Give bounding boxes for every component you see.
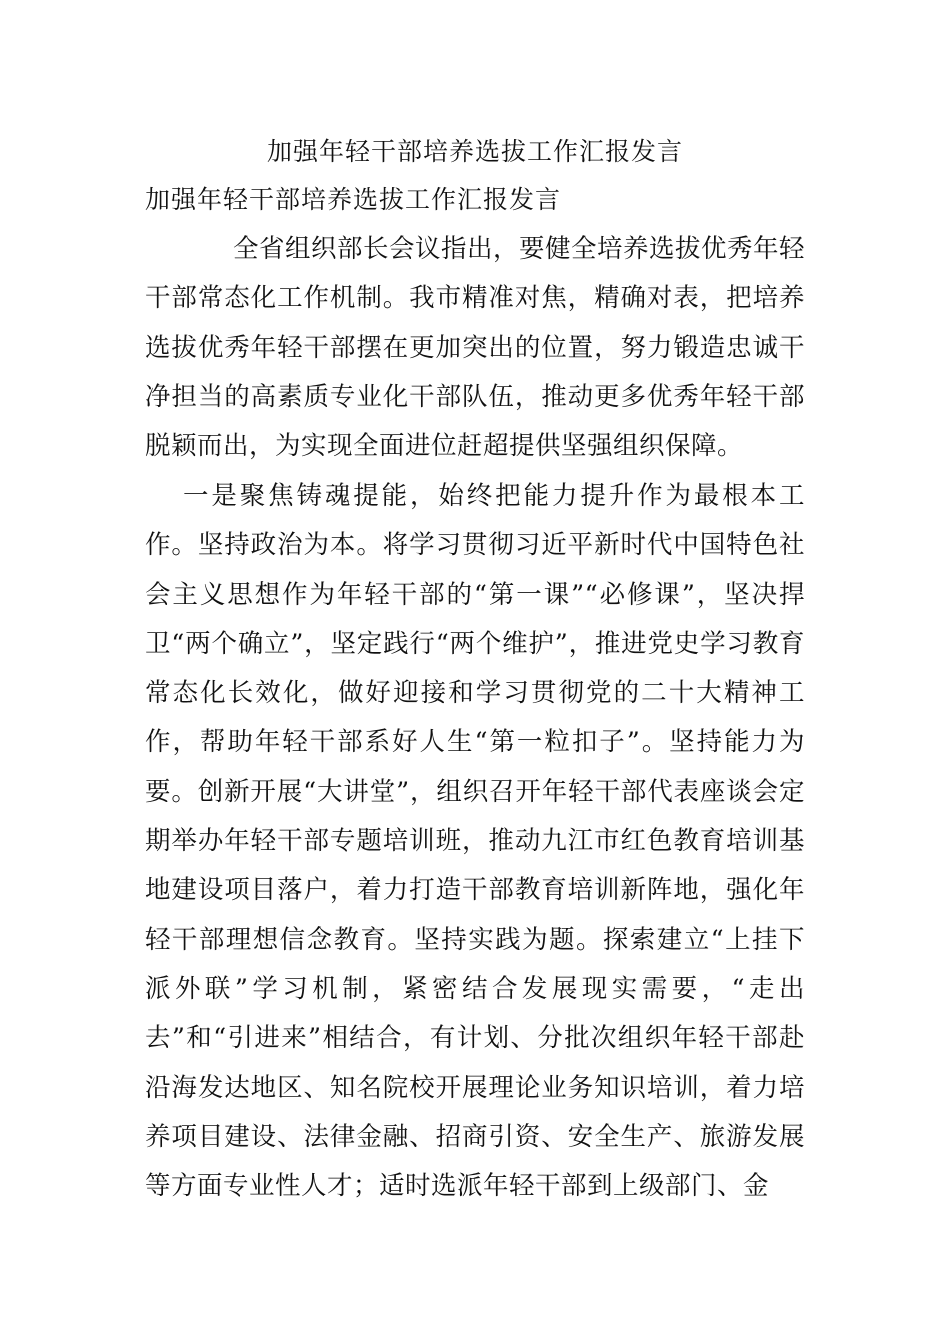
document-subtitle: 加强年轻干部培养选拔工作汇报发言: [145, 185, 562, 214]
paragraph-section-one: 一是聚焦铸魂提能，始终把能力提升作为最根本工作。坚持政治为本。将学习贯彻习近平新时代中国特色社会主义思想作为年轻干部的“第一课”“必修课”，坚决捍卫“两个确立”，坚定践行“两个维护”，推进党史学习教育常态化长效化，做好迎接和学习贯彻党的二十大精神工作，帮助年轻干部系好人生“第一粒扣子”。坚持能力为要。创新开展“大讲堂”，组织召开年轻干部代表座谈会定期举办年轻干部专题培训班，推动九江市红色教育培训基地建设项目落户，着力打造干部教育培训新阵地，强化年轻干部理想信念教育。坚持实践为题。探索建立“上挂下派外联”学习机制，紧密结合发展现实需要，“走出去”和“引进来”相结合，有计划、分批次组织年轻干部赴沿海发达地区、知名院校开展理论业务知识培训，着力培养项目建设、法律金融、招商引资、安全生产、旅游发展等方面专业性人才；适时选派年轻干部到上级部门、金: [145, 481, 805, 1202]
paragraph-intro: 全省组织部长会议指出，要健全培养选拔优秀年轻干部常态化工作机制。我市精准对焦，精确对表，把培养选拔优秀年轻干部摆在更加突出的位置，努力锻造忠诚干净担当的高素质专业化干部队伍，推动更多优秀年轻干部脱颖而出，为实现全面进位赶超提供坚强组织保障。: [145, 234, 806, 462]
document-title: 加强年轻干部培养选拔工作汇报发言: [266, 137, 683, 166]
